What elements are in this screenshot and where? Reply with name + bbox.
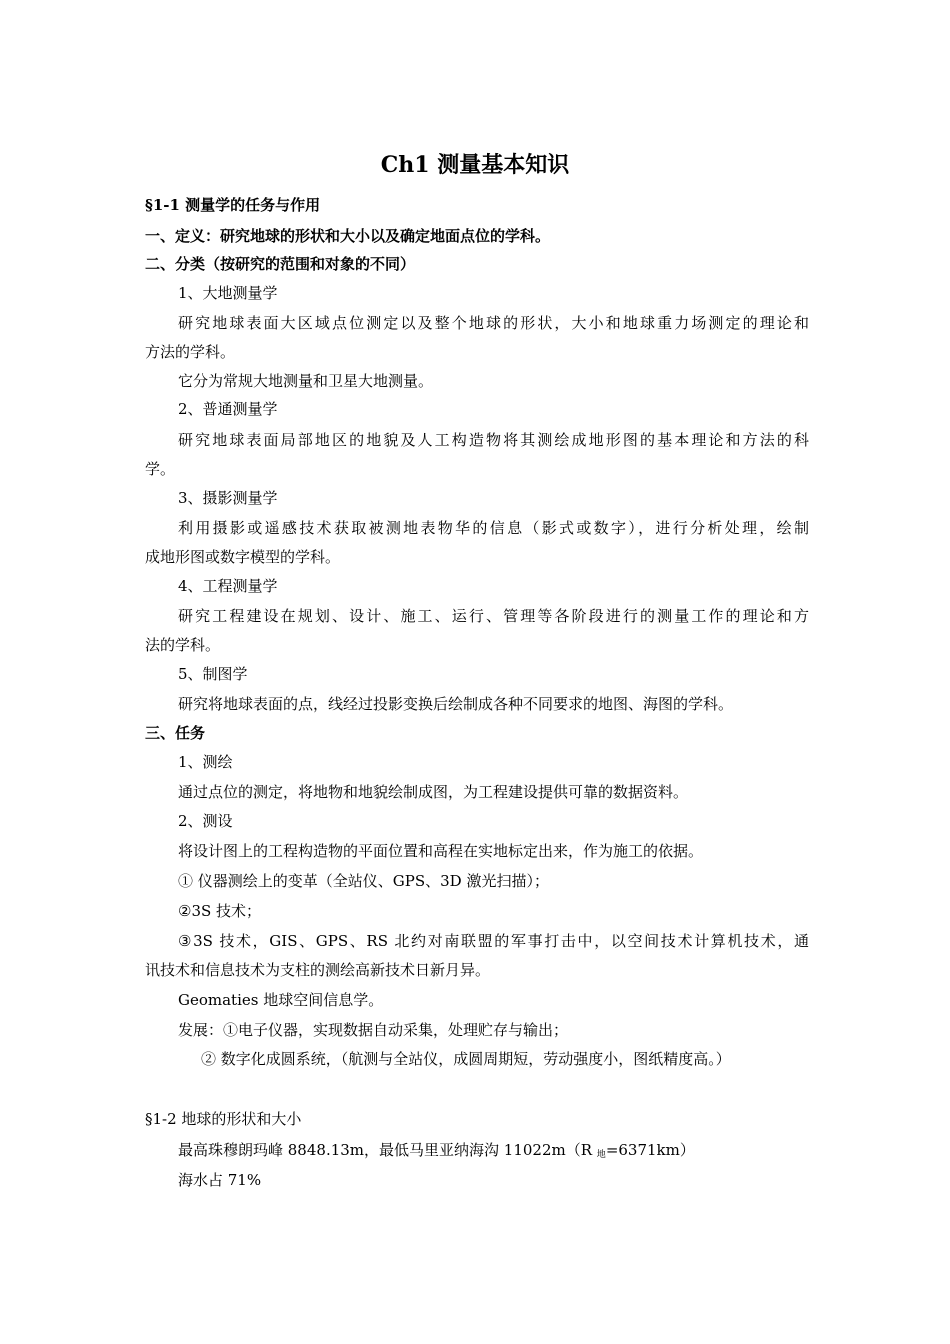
paragraph-line: 讯技术和信息技术为支柱的测绘高新技术日新月异。 — [145, 961, 491, 979]
section-heading-1-2: §1-2 地球的形状和大小 — [145, 1110, 302, 1128]
paragraph-line: 研究工程建设在规划、设计、施工、运行、管理等各阶段进行的测量工作的理论和方 — [178, 607, 809, 625]
page-title: Ch1 测量基本知识 — [380, 152, 570, 178]
paragraph-line: 研究地球表面局部地区的地貌及人工构造物将其测绘成地形图的基本理论和方法的科 — [178, 431, 809, 449]
subscript-earth: 地 — [596, 1150, 606, 1160]
paragraph-line: 利用摄影或遥感技术获取被测地表物华的信息（影式或数字），进行分析处理，绘制 — [178, 519, 809, 537]
paragraph-line: 方法的学科。 — [145, 343, 236, 361]
paragraph-line: 海水占 71% — [178, 1171, 262, 1189]
section-heading-1-1: §1-1 测量学的任务与作用 — [145, 196, 321, 214]
list-item: ②3S 技术； — [178, 902, 262, 920]
subheading-photogrammetry: 3、摄影测量学 — [178, 489, 278, 507]
paragraph-line: 研究地球表面大区域点位测定以及整个地球的形状，大小和地球重力场测定的理论和 — [178, 314, 809, 332]
paragraph-line: 它分为常规大地测量和卫星大地测量。 — [178, 372, 434, 390]
paragraph-line: 成地形图或数字模型的学科。 — [145, 548, 341, 566]
paragraph-line — [178, 1140, 809, 1163]
subheading-geodesy: 1、大地测量学 — [178, 284, 278, 302]
text-run: =6371km） — [605, 1141, 695, 1159]
paragraph-line: 学。 — [145, 460, 176, 478]
paragraph-line: 通过点位的测定，将地物和地貌绘制成图，为工程建设提供可靠的数据资料。 — [178, 783, 689, 801]
text-run: 最高珠穆朗玛峰 8848.13m，最低马里亚纳海沟 11022m（R — [178, 1141, 597, 1159]
paragraph-line: 将设计图上的工程构造物的平面位置和高程在实地标定出来，作为施工的依据。 — [178, 842, 704, 860]
subheading-setting-out: 2、测设 — [178, 812, 233, 830]
paragraph-line: Geomaties 地球空间信息学。 — [178, 991, 384, 1009]
development-item: 发展：①电子仪器，实现数据自动采集，处理贮存与输出； — [178, 1021, 569, 1039]
heading-classification: 二、分类（按研究的范围和对象的不同） — [145, 255, 416, 273]
subheading-cartography: 5、制图学 — [178, 665, 248, 683]
paragraph-line: 研究将地球表面的点，线经过投影变换后绘制成各种不同要求的地图、海图的学科。 — [178, 695, 734, 713]
heading-tasks: 三、任务 — [145, 724, 206, 742]
development-item: ② 数字化成圆系统，（航测与全站仪，成圆周期短，劳动强度小，图纸精度高。） — [201, 1050, 731, 1068]
heading-definition: 一、定义：研究地球的形状和大小以及确定地面点位的学科。 — [145, 227, 551, 245]
subheading-mapping: 1、测绘 — [178, 753, 233, 771]
list-item: ① 仪器测绘上的变革（全站仪、GPS、3D 激光扫描）； — [178, 872, 549, 890]
list-item: ③3S 技术，GIS、GPS、RS 北约对南联盟的军事打击中，以空间技术计算机技术，通 — [178, 932, 809, 950]
subheading-engineering-surveying: 4、工程测量学 — [178, 577, 278, 595]
subheading-plane-surveying: 2、普通测量学 — [178, 400, 278, 418]
paragraph-line: 法的学科。 — [145, 636, 221, 654]
